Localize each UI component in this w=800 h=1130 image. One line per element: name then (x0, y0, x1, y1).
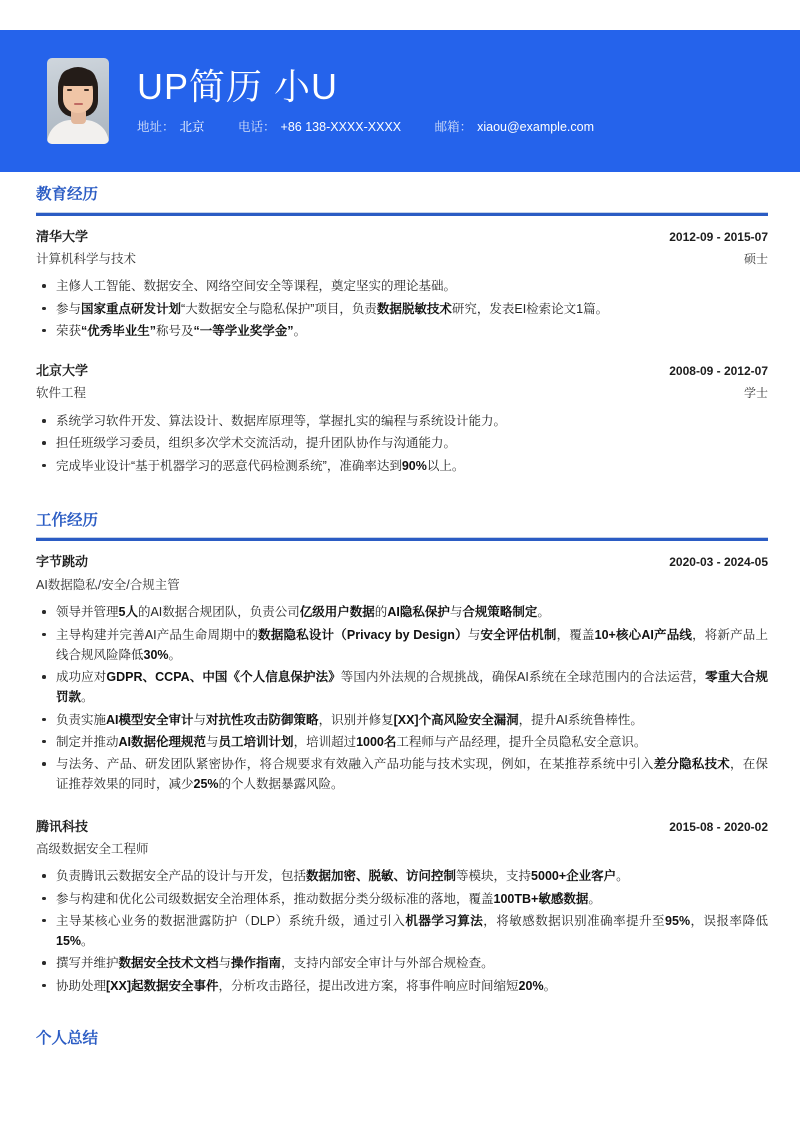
body-text: 与 (193, 712, 207, 727)
section-work-experience (36, 512, 768, 996)
highlight-text: AI模型安全审计 (106, 712, 194, 727)
body-text: 参与构建和优化公司级数据安全治理体系，推动数据分类分级标准的落地，覆盖 (56, 891, 494, 906)
highlight-text: 5人 (118, 605, 138, 620)
entry-subheader (36, 252, 768, 268)
contact-phone-value: +86 138-XXXX-XXXX (280, 120, 402, 135)
highlight-text: 15% (56, 934, 82, 949)
organization-name: 清华大学 (36, 228, 89, 244)
body-text: 系统学习软件开发、算法设计、数据库原理等，掌握扎实的编程与系统设计能力。 (56, 414, 507, 429)
entry-job-title: 高级数据安全工程师 (36, 841, 149, 856)
body-text: 。 (293, 323, 307, 338)
body-text: 。 (81, 934, 94, 949)
highlight-text: 10+核心AI产品线 (594, 627, 693, 642)
highlight-text: 95% (665, 913, 691, 928)
section-title-work: 工作经历 (36, 511, 99, 529)
body-text: ，培训超过 (293, 734, 357, 749)
highlight-text: 机器学习算法 (405, 913, 484, 928)
list-item (36, 953, 768, 973)
highlight-text: 操作指南 (231, 956, 282, 971)
work-entry (36, 819, 768, 996)
body-text: ，支持内部安全审计与外部合规检查。 (281, 956, 494, 971)
portrait-eye-left (67, 89, 72, 91)
entry-period: 2020-03 - 2024-05 (669, 555, 768, 570)
highlight-text: 25% (193, 777, 219, 792)
contact-address (137, 120, 205, 135)
entry-major: 计算机科学与技术 (36, 251, 137, 266)
body-text: 与法务、产品、研发团队紧密协作，将合规要求有效融入产品功能与技术实现，例如，在某推荐系统中引入 (56, 757, 654, 772)
body-text: 与 (449, 605, 463, 620)
list-item (36, 732, 768, 752)
contact-address-value: 北京 (179, 120, 205, 135)
contact-line (137, 120, 800, 135)
body-text: 等国内外法规的合规挑战，确保AI系统在全球范围内的合法运营， (340, 670, 706, 685)
body-text: 。 (588, 891, 601, 906)
body-text: 。 (616, 869, 629, 884)
bullet-list (36, 602, 768, 794)
contact-email-label: 邮箱： (434, 120, 473, 135)
entry-subheader (36, 842, 768, 858)
highlight-text: AI数据伦理规范 (118, 734, 207, 749)
highlight-text: AI隐私保护 (387, 605, 450, 620)
entry-header (36, 229, 768, 245)
highlight-text: [XX]起数据安全事件 (106, 978, 219, 993)
body-text: 成功应对 (56, 670, 107, 685)
highlight-text: 数据隐私设计（Privacy by Design） (258, 627, 468, 642)
resume-body (36, 186, 768, 1056)
education-entry (36, 363, 768, 476)
list-item (36, 276, 768, 296)
highlight-text: 30% (143, 647, 169, 662)
entry-header (36, 554, 768, 570)
body-text: 工程师与产品经理，提升全员隐私安全意识。 (396, 734, 647, 749)
work-entry (36, 554, 768, 794)
body-text: 称号及 (156, 323, 194, 338)
section-divider-education (36, 212, 768, 216)
section-personal-summary (36, 1030, 768, 1049)
highlight-text: 对抗性攻击防御策略 (206, 712, 319, 727)
body-text: 参与 (56, 301, 82, 316)
page-title: UP简历 小U (137, 65, 339, 107)
body-text: ，误报率降低 (690, 913, 768, 928)
organization-name: 腾讯科技 (36, 818, 89, 834)
highlight-text: “一等学业奖学金” (193, 323, 294, 338)
entry-degree: 学士 (743, 386, 768, 401)
list-item (36, 321, 768, 341)
body-text: 的 (374, 605, 388, 620)
list-item (36, 911, 768, 952)
entry-period: 2012-09 - 2015-07 (669, 229, 768, 244)
contact-email-value: xiaou@example.com (477, 120, 595, 135)
body-text: 主导构建并完善AI产品生命周期中的 (56, 627, 259, 642)
section-education (36, 186, 768, 476)
entry-degree: 硕士 (743, 251, 768, 266)
contact-phone (238, 120, 401, 135)
highlight-text: 合规策略制定 (462, 605, 538, 620)
list-item (36, 889, 768, 909)
organization-name: 北京大学 (36, 363, 89, 379)
highlight-text: 亿级用户数据 (299, 605, 375, 620)
section-title-education: 教育经历 (36, 186, 99, 203)
portrait-eye-right (84, 89, 89, 91)
highlight-text: 数据加密、脱敏、访问控制 (306, 869, 457, 884)
list-item (36, 710, 768, 730)
list-item (36, 602, 768, 622)
bullet-list (36, 276, 768, 341)
header-text-block (137, 67, 800, 136)
contact-phone-label: 电话： (238, 120, 276, 135)
spacer (36, 799, 768, 819)
contact-address-label: 地址： (137, 120, 175, 135)
body-text: 与 (218, 956, 232, 971)
body-text: 。 (537, 605, 550, 620)
body-text: ，在保证推荐效果的同时，减少 (56, 757, 768, 792)
body-text: 以上。 (426, 458, 465, 473)
list-item (36, 754, 768, 795)
body-text: 主导某核心业务的数据泄露防护（DLP）系统升级，通过引入 (56, 913, 406, 928)
body-text: 与 (467, 627, 481, 642)
highlight-text: 差分隐私技术 (653, 757, 731, 772)
bullet-list (36, 411, 768, 476)
body-text: 等模块，支持 (456, 869, 532, 884)
body-text: ，识别并修复 (318, 712, 394, 727)
entry-subheader (36, 386, 768, 402)
section-divider-work (36, 537, 768, 541)
list-item (36, 299, 768, 319)
highlight-text: 数据安全技术文档 (118, 956, 219, 971)
body-text: “大数据安全与隐私保护”项目，负责 (181, 301, 377, 316)
body-text: ，覆盖 (556, 627, 595, 642)
body-text: 协助处理 (56, 978, 107, 993)
entry-header (36, 819, 768, 835)
list-item (36, 456, 768, 476)
highlight-text: 100TB+敏感数据 (493, 891, 589, 906)
highlight-text: GDPR、CCPA、中国《个人信息保护法》 (106, 670, 341, 685)
body-text: 负责实施 (56, 712, 107, 727)
highlight-text: 1000名 (356, 734, 397, 749)
body-text: 制定并推动 (56, 734, 119, 749)
highlight-text: 零重大合规罚款 (56, 670, 768, 705)
section-title-summary: 个人总结 (36, 1029, 99, 1047)
list-item (36, 411, 768, 431)
entry-period: 2008-09 - 2012-07 (669, 364, 768, 379)
spacer (36, 345, 768, 363)
portrait-fringe (60, 69, 96, 86)
bullet-list (36, 866, 768, 996)
spacer (36, 1000, 768, 1030)
body-text: 的AI数据合规团队，负责公司 (137, 605, 300, 620)
body-text: ，将敏感数据识别准确率提升至 (483, 913, 666, 928)
highlight-text: 安全评估机制 (480, 627, 557, 642)
entry-job-title: AI数据隐私/安全/合规主管 (36, 577, 180, 592)
body-text: 领导并管理 (56, 605, 119, 620)
entry-major: 软件工程 (36, 386, 87, 401)
body-text: 。 (81, 690, 94, 705)
list-item (36, 976, 768, 996)
highlight-text: [XX]个高风险安全漏洞 (393, 712, 519, 727)
body-text: 的个人数据暴露风险。 (218, 777, 344, 792)
highlight-text: 90% (401, 458, 427, 473)
body-text: 负责腾讯云数据安全产品的设计与开发，包括 (56, 869, 307, 884)
contact-email (435, 120, 594, 135)
highlight-text: 20% (518, 978, 544, 993)
spacer (36, 480, 768, 512)
body-text: 与 (206, 734, 219, 749)
highlight-text: 国家重点研发计划 (81, 301, 182, 316)
list-item (36, 625, 768, 666)
highlight-text: 5000+企业客户 (531, 869, 617, 884)
body-text: 。 (543, 978, 557, 993)
education-entry (36, 229, 768, 342)
entry-period: 2015-08 - 2020-02 (669, 819, 768, 834)
list-item (36, 866, 768, 886)
list-item (36, 433, 768, 453)
body-text: 完成毕业设计“基于机器学习的恶意代码检测系统”，准确率达到 (56, 458, 402, 473)
highlight-text: 员工培训计划 (218, 734, 294, 749)
list-item (36, 667, 768, 708)
body-text: 研究，发表EI检索论文1篇。 (451, 301, 609, 316)
body-text: 荣获 (56, 323, 82, 338)
body-text: 担任班级学习委员，组织多次学术交流活动，提升团队协作与沟通能力。 (56, 436, 457, 451)
portrait-mouth (74, 103, 83, 105)
highlight-text: “优秀毕业生” (81, 323, 157, 338)
organization-name: 字节跳动 (36, 554, 89, 570)
body-text: 。 (168, 647, 182, 662)
body-text: ，分析攻击路径，提出改进方案，将事件响应时间缩短 (218, 978, 519, 993)
highlight-text: 数据脱敏技术 (376, 301, 452, 316)
body-text: 撰写并维护 (56, 956, 119, 971)
entry-subheader (36, 578, 768, 594)
avatar (47, 58, 109, 144)
body-text: ，提升AI系统鲁棒性。 (518, 712, 643, 727)
entry-header (36, 363, 768, 379)
body-text: 主修人工智能、数据安全、网络空间安全等课程，奠定坚实的理论基础。 (56, 279, 457, 294)
header-banner (0, 30, 800, 172)
body-text: ，将新产品上线合规风险降低 (56, 627, 768, 662)
